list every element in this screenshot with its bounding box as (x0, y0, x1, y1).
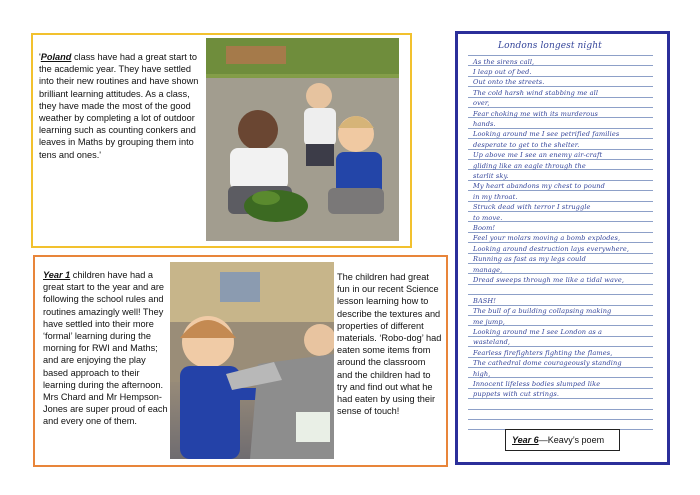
ruled-line (468, 190, 653, 191)
poem-line: Looking around destruction lays everywhere, (473, 244, 630, 253)
poland-class-body: class have had a great start to the academic year. They have settled into their new routines and have shown brilliant learning attitudes. As a class, they have made the most of the good weather by completing a lot of outdoor learning such as counting conkers and leaves in Maths by grouping them into tens and ones.' (39, 52, 199, 160)
poem-caption-class: Year 6 (512, 435, 539, 445)
poem-line: Feel your molars moving a bomb explodes, (473, 234, 621, 243)
poem-caption-text: —Keavy’s poem (538, 435, 605, 445)
ruled-line (468, 97, 653, 98)
poem-line: Looking around me I see petrified families (473, 130, 620, 139)
poem-line: Running as fast as my legs could (473, 255, 586, 264)
ruled-line (468, 232, 653, 233)
poem-line: starlit sky. (473, 171, 509, 180)
ruled-line (468, 305, 653, 306)
poem-line: puppets with cut strings. (473, 390, 560, 399)
ruled-line (468, 149, 653, 150)
ruled-line (468, 263, 653, 264)
poem-line: The cathedral dome courageously standing (473, 359, 622, 368)
poem-line: My heart abandons my chest to pound (473, 182, 605, 191)
outdoor-learning-photo (206, 38, 399, 241)
ruled-line (468, 315, 653, 316)
ruled-line (468, 336, 653, 337)
poem-line: I leap out of bed. (473, 67, 532, 76)
poem-line: Fearless firefighters fighting the flames, (473, 348, 613, 357)
ruled-line (468, 76, 653, 77)
ruled-line (468, 367, 653, 368)
year1-class-name: Year 1 (43, 270, 71, 280)
ruled-line (468, 398, 653, 399)
poland-class-name: Poland (40, 52, 72, 62)
poem-line: Fear choking me with its murderous (473, 109, 599, 118)
poem-line: Up above me I see an enemy air-craft (473, 151, 603, 160)
ruled-line (468, 357, 653, 358)
year1-panel (33, 255, 448, 467)
poland-class-text (39, 51, 203, 161)
ruled-line (468, 377, 653, 378)
poem-line: Dread sweeps through me like a tidal wave, (473, 275, 625, 284)
poem-line: As the sirens call, (473, 57, 535, 66)
ruled-line (468, 346, 653, 347)
ruled-line (468, 273, 653, 274)
ruled-line (468, 221, 653, 222)
outdoor-learning-photo-illustration (206, 38, 399, 241)
ruled-line (468, 325, 653, 326)
ruled-line (468, 107, 653, 108)
ruled-line (468, 55, 653, 56)
ruled-line (468, 242, 653, 243)
poem-line: over, (473, 99, 490, 108)
poland-class-panel (31, 33, 412, 248)
ruled-line (468, 180, 653, 181)
ruled-line (468, 388, 653, 389)
ruled-line (468, 128, 653, 129)
poem-line: to move. (473, 213, 503, 222)
poem-line: wasteland, (473, 338, 511, 347)
poem-line: gliding like an eagle through the (473, 161, 586, 170)
ruled-line (468, 284, 653, 285)
robo-dog-science-photo (170, 262, 334, 459)
poem-line: Out onto the streets. (473, 78, 545, 87)
poem-caption (505, 429, 620, 451)
ruled-line (468, 138, 653, 139)
poem-line: The cold harsh wind stabbing me all (473, 88, 599, 97)
ruled-line (468, 294, 653, 295)
poem-line: The bull of a building collapsing making (473, 307, 612, 316)
science-lesson-text: The children had great fun in our recent Science lesson learning how to describe the textures and properties of different materials. ‘Robo-dog’ had eaten some items from around the classroom and the children had to try and find out what he had eaten by using their sense of touch! (337, 272, 442, 417)
year6-poem-panel (455, 31, 670, 465)
robo-dog-science-photo-illustration (170, 262, 334, 459)
ruled-line (468, 117, 653, 118)
ruled-line (468, 253, 653, 254)
poem-title: Londons longest night (498, 41, 602, 51)
poem-line: Looking around me I see London as a (473, 327, 603, 336)
poem-line: high, (473, 369, 491, 378)
poem-line: Struck dead with terror I struggle (473, 203, 591, 212)
year1-text (43, 269, 168, 428)
poem-line: Boom! (473, 223, 496, 232)
year1-body: children have had a great start to the year and are following the school rules and routines amazingly well! They have settled into their more ‘formal’ learning during the morning for RWI and Maths; and are enjoying the play based approach to their learning during the afternoon. Mrs Chard and Mr Hempson-Jones are super proud of each and every one of them. (43, 270, 168, 427)
ruled-line (468, 419, 653, 420)
poem-line: in my throat. (473, 192, 518, 201)
ruled-line (468, 409, 653, 410)
poem-line: desperate to get to the shelter. (473, 140, 580, 149)
handwritten-poem-page (468, 39, 656, 419)
ruled-line (468, 65, 653, 66)
ruled-line (468, 86, 653, 87)
poem-line: me jump, (473, 317, 505, 326)
ruled-line (468, 211, 653, 212)
ruled-line (468, 201, 653, 202)
ruled-line (468, 169, 653, 170)
poem-line: Innocent lifeless bodies slumped like (473, 379, 601, 388)
ruled-line (468, 159, 653, 160)
poem-line: manage, (473, 265, 503, 274)
open-quote: ' (39, 52, 41, 62)
poem-line: hands. (473, 119, 496, 128)
poem-line: BASH! (473, 296, 497, 305)
